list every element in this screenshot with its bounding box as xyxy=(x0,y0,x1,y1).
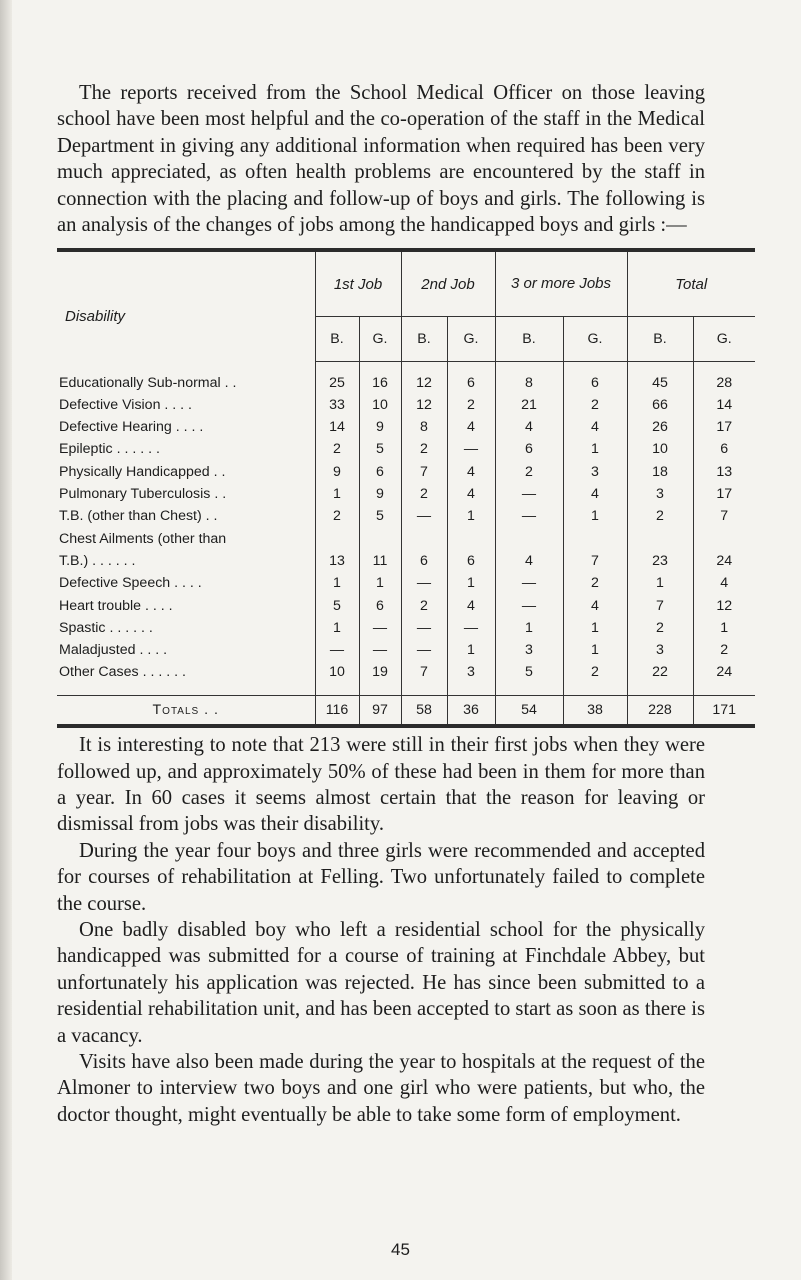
table-cell: 17 xyxy=(693,416,755,438)
row-label: Defective Speech . . . . xyxy=(59,575,202,592)
paragraph: During the year four boys and three girls were recommended and accepted for courses of rehabilitation at Felling. Two unfortunately failed to complete the course. xyxy=(57,839,705,915)
paragraph: One badly disabled boy who left a residential school for the physically handicapped was submitted for a course of training at Finchdale Abbey, but unfortunately his application was rejected. He has since been submitted to a residential rehabilitation unit, and has been accepted to start as soon as there is a vacancy. xyxy=(57,918,705,1047)
table-cell: 26 xyxy=(627,416,693,438)
table-cell: — xyxy=(359,639,401,661)
paragraph: It is interesting to note that 213 were still in their first jobs when they were followed up, and approximately 50% of these had been in them for more than a year. In 60 cases it seems almost certain that the reason for leaving or dismissal from jobs was their disability. xyxy=(57,734,705,836)
disability-header: Disability xyxy=(65,308,126,326)
jobs-changes-table xyxy=(57,248,755,728)
table-cell: — xyxy=(495,572,563,594)
table-cell: 12 xyxy=(693,594,755,616)
subheader-girls: G. xyxy=(447,316,495,361)
table-cell xyxy=(495,528,563,550)
table-cell: 18 xyxy=(627,461,693,483)
table-cell: 2 xyxy=(401,594,447,616)
table-row xyxy=(57,438,755,460)
table-cell: 171 xyxy=(693,696,755,725)
paragraph: Visits have also been made during the year to hospitals at the request of the Almoner to interview two boys and one girl who were patients, but who, the doctor thought, might eventually be able to take some form of employment. xyxy=(57,1050,705,1126)
table-row xyxy=(57,617,755,639)
table-cell: 2 xyxy=(563,394,627,416)
table-cell: 2 xyxy=(563,572,627,594)
table-cell: 6 xyxy=(401,550,447,572)
table-cell: 17 xyxy=(693,483,755,505)
table-cell: 2 xyxy=(315,438,359,460)
table-row xyxy=(57,394,755,416)
table-cell: 36 xyxy=(447,696,495,725)
row-label: Maladjusted . . . . xyxy=(59,642,168,659)
table-cell: 4 xyxy=(447,416,495,438)
table-cell: 21 xyxy=(495,394,563,416)
table-cell: 7 xyxy=(627,594,693,616)
table-cell: 8 xyxy=(495,371,563,393)
table-header-row xyxy=(57,252,755,316)
table-cell: 38 xyxy=(563,696,627,725)
row-label: T.B. (other than Chest) . . xyxy=(59,508,218,525)
table-cell: 1 xyxy=(315,617,359,639)
table-cell: 9 xyxy=(359,416,401,438)
table-cell: 5 xyxy=(359,438,401,460)
table-cell: 1 xyxy=(447,572,495,594)
table-cell: 23 xyxy=(627,550,693,572)
table-cell: 10 xyxy=(359,394,401,416)
table-cell: 14 xyxy=(693,394,755,416)
row-label: T.B.) . . . . . . xyxy=(59,552,136,569)
table-cell: 1 xyxy=(563,505,627,527)
table-cell xyxy=(627,528,693,550)
table-cell: 116 xyxy=(315,696,359,725)
table-cell: 6 xyxy=(447,371,495,393)
table-cell: 1 xyxy=(495,617,563,639)
table-row xyxy=(57,550,755,572)
row-label: Chest Ailments (other than xyxy=(59,530,227,547)
table-cell: — xyxy=(401,617,447,639)
row-label: Spastic . . . . . . xyxy=(59,619,153,636)
table-cell: 2 xyxy=(447,394,495,416)
table-cell: 4 xyxy=(563,416,627,438)
table-spacer-row xyxy=(57,684,755,696)
table-cell: 6 xyxy=(359,461,401,483)
table-cell: — xyxy=(495,505,563,527)
table-cell: 1 xyxy=(359,572,401,594)
table-cell: 12 xyxy=(401,394,447,416)
table-cell: 7 xyxy=(401,661,447,683)
table-cell: — xyxy=(495,594,563,616)
subheader-boys: B. xyxy=(401,316,447,361)
table-cell: 3 xyxy=(627,639,693,661)
table-cell: 13 xyxy=(315,550,359,572)
table-cell: — xyxy=(315,639,359,661)
table-cell: 4 xyxy=(495,550,563,572)
subheader-boys: B. xyxy=(495,316,563,361)
table-row xyxy=(57,371,755,393)
table-cell: — xyxy=(401,639,447,661)
table-cell: 2 xyxy=(627,505,693,527)
row-label: Educationally Sub-normal . . xyxy=(59,374,237,391)
table-cell xyxy=(563,528,627,550)
table-cell: — xyxy=(401,572,447,594)
row-label: Defective Vision . . . . xyxy=(59,396,193,413)
totals-label: Totals . . xyxy=(57,696,315,725)
table-cell: 1 xyxy=(447,639,495,661)
group-header-2nd-job: 2nd Job xyxy=(401,252,495,316)
group-header-3-or-more-jobs: 3 or more Jobs xyxy=(495,252,627,316)
table-cell: 2 xyxy=(563,661,627,683)
table-cell: 6 xyxy=(359,594,401,616)
table-row xyxy=(57,572,755,594)
table-cell: 1 xyxy=(447,505,495,527)
table-cell: 4 xyxy=(495,416,563,438)
table-body xyxy=(57,371,755,683)
table-cell xyxy=(693,528,755,550)
table-bottom-rule xyxy=(57,724,755,728)
subheader-boys: B. xyxy=(627,316,693,361)
table-cell: 4 xyxy=(447,594,495,616)
jobs-table-wrap xyxy=(57,248,737,728)
subheader-boys: B. xyxy=(315,316,359,361)
table-row xyxy=(57,594,755,616)
intro-paragraph: The reports received from the School Medical Officer on those leaving school have been most helpful and the co-operation of the staff in the Medical Department in giving any additional information when required has been very much appreciated, as often health problems are encountered by the staff in connection with the placing and follow-up of boys and girls. The following is an analysis of the changes of jobs among the handicapped boys and girls :— xyxy=(57,82,705,237)
row-label: Physically Handicapped . . xyxy=(59,463,226,480)
table-row xyxy=(57,461,755,483)
table-cell: 2 xyxy=(693,639,755,661)
table-row xyxy=(57,483,755,505)
table-cell: 2 xyxy=(315,505,359,527)
table-cell: 58 xyxy=(401,696,447,725)
table-cell: 45 xyxy=(627,371,693,393)
table-cell: 9 xyxy=(315,461,359,483)
table-cell: — xyxy=(401,505,447,527)
table-cell: 16 xyxy=(359,371,401,393)
subheader-girls: G. xyxy=(563,316,627,361)
table-cell: 228 xyxy=(627,696,693,725)
table-cell: 6 xyxy=(693,438,755,460)
table-cell: — xyxy=(447,617,495,639)
group-header-1st-job: 1st Job xyxy=(315,252,401,316)
table-cell xyxy=(359,528,401,550)
body-text xyxy=(57,732,705,1128)
table-cell: 5 xyxy=(359,505,401,527)
table-cell: 5 xyxy=(495,661,563,683)
table-cell: 24 xyxy=(693,550,755,572)
table-cell: 2 xyxy=(401,483,447,505)
table-cell: 4 xyxy=(447,483,495,505)
table-cell: 4 xyxy=(693,572,755,594)
table-row xyxy=(57,505,755,527)
table-cell xyxy=(315,528,359,550)
table-cell: 6 xyxy=(447,550,495,572)
table-cell: 97 xyxy=(359,696,401,725)
page-left-edge xyxy=(0,0,12,1280)
table-cell: 9 xyxy=(359,483,401,505)
table-cell: 28 xyxy=(693,371,755,393)
table-cell: 7 xyxy=(401,461,447,483)
table-cell: 2 xyxy=(495,461,563,483)
row-label: Other Cases . . . . . . xyxy=(59,664,186,681)
table-cell: 1 xyxy=(627,572,693,594)
page-number: 45 xyxy=(391,1240,410,1259)
document-page xyxy=(57,80,737,1128)
table-cell: — xyxy=(495,483,563,505)
table-cell: 10 xyxy=(315,661,359,683)
table-cell: 4 xyxy=(563,594,627,616)
group-header-total: Total xyxy=(627,252,755,316)
table-row xyxy=(57,528,755,550)
table-cell: 1 xyxy=(693,617,755,639)
table-spacer-row xyxy=(57,361,755,371)
table-cell: 1 xyxy=(563,617,627,639)
table-cell: 1 xyxy=(315,572,359,594)
table-cell: 4 xyxy=(563,483,627,505)
table-cell: 8 xyxy=(401,416,447,438)
table-cell: 10 xyxy=(627,438,693,460)
table-cell: — xyxy=(447,438,495,460)
table-cell: — xyxy=(359,617,401,639)
table-cell xyxy=(401,528,447,550)
table-cell: 2 xyxy=(401,438,447,460)
row-label: Pulmonary Tuberculosis . . xyxy=(59,486,227,503)
table-cell: 54 xyxy=(495,696,563,725)
row-label: Epileptic . . . . . . xyxy=(59,441,160,458)
table-cell: 33 xyxy=(315,394,359,416)
table-cell: 24 xyxy=(693,661,755,683)
table-cell: 6 xyxy=(495,438,563,460)
table-cell: 12 xyxy=(401,371,447,393)
table-cell: 1 xyxy=(563,639,627,661)
table-cell: 3 xyxy=(627,483,693,505)
table-cell: 3 xyxy=(563,461,627,483)
table-cell: 1 xyxy=(563,438,627,460)
table-cell: 3 xyxy=(495,639,563,661)
subheader-girls: G. xyxy=(693,316,755,361)
table-cell: 19 xyxy=(359,661,401,683)
table-cell: 7 xyxy=(563,550,627,572)
table-cell: 25 xyxy=(315,371,359,393)
table-cell: 13 xyxy=(693,461,755,483)
table-cell xyxy=(447,528,495,550)
table-cell: 11 xyxy=(359,550,401,572)
row-label: Heart trouble . . . . xyxy=(59,597,173,614)
table-cell: 3 xyxy=(447,661,495,683)
table-cell: 5 xyxy=(315,594,359,616)
table-cell: 6 xyxy=(563,371,627,393)
table-cell: 4 xyxy=(447,461,495,483)
table-cell: 2 xyxy=(627,617,693,639)
table-cell: 66 xyxy=(627,394,693,416)
table-cell: 14 xyxy=(315,416,359,438)
row-label: Defective Hearing . . . . xyxy=(59,419,204,436)
table-cell: 7 xyxy=(693,505,755,527)
table-cell: 22 xyxy=(627,661,693,683)
subheader-girls: G. xyxy=(359,316,401,361)
table-row xyxy=(57,416,755,438)
table-row xyxy=(57,639,755,661)
totals-row xyxy=(57,696,755,725)
table-cell: 1 xyxy=(315,483,359,505)
table-row xyxy=(57,661,755,683)
